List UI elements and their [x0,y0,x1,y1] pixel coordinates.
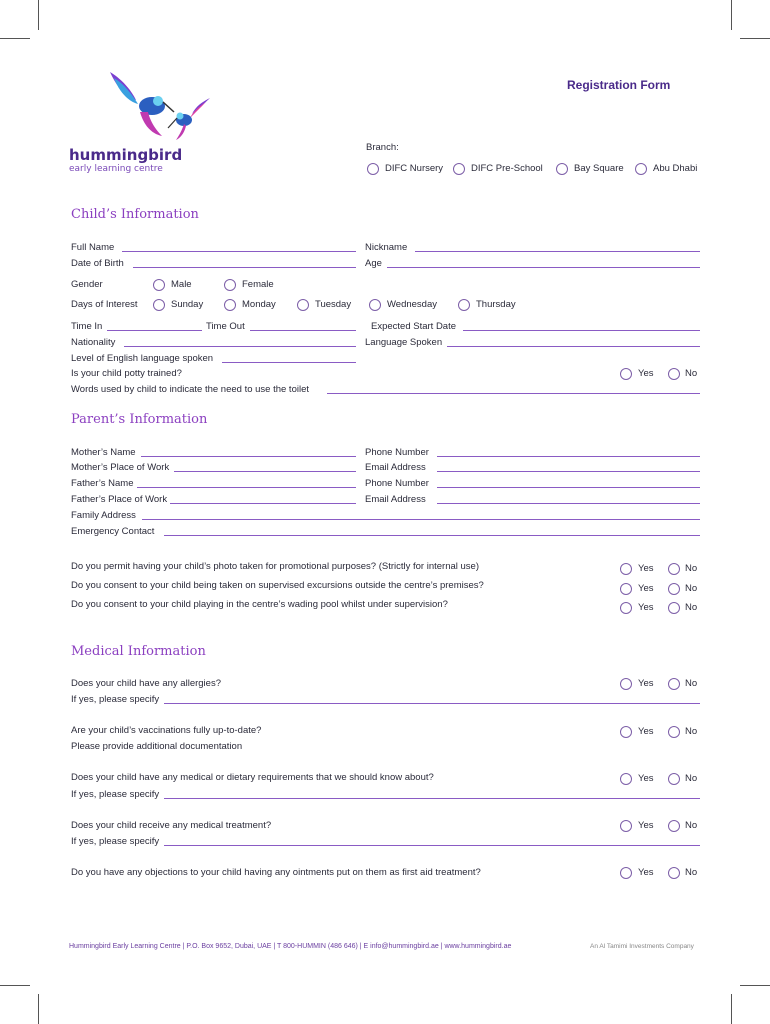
section-title-medical: Medical Information [71,644,206,659]
yes-label: Yes [638,678,654,689]
day-label: Monday [242,299,276,310]
logo-tagline: early learning centre [69,164,163,174]
yes-label: Yes [638,368,654,379]
crop-mark [38,994,39,1024]
phone1-label: Phone Number [365,447,429,458]
toilet-words-label: Words used by child to indicate the need to use the toilet [71,384,310,395]
mother-name-label: Mother’s Name [71,447,136,458]
photo-radio-yes[interactable] [620,563,632,575]
father-name-label: Father’s Name [71,478,134,489]
footer-contact: Hummingbird Early Learning Centre | P.O. Box 9652, Dubai, UAE | T 800-HUMMIN (486 646) | E info@hummingbird.ae | www.hummingbird.ae [69,943,512,950]
potty-radio-no[interactable] [668,368,680,380]
time-out-label: Time Out [206,321,245,332]
expected-start-label: Expected Start Date [371,321,457,332]
yes-label: Yes [638,583,654,594]
day-checkbox-monday[interactable] [224,299,236,311]
email2-label: Email Address [365,494,426,505]
branch-radio-bay-square[interactable] [556,163,568,175]
footer-company: An Al Tamimi Investments Company [590,943,694,950]
yes-label: Yes [638,563,654,574]
no-label: No [685,602,698,613]
no-label: No [685,820,698,831]
section-title-child: Child’s Information [71,207,199,222]
phone2-field[interactable] [437,487,700,488]
no-label: No [685,368,698,379]
logo-name: hummingbird [69,146,183,164]
yes-label: Yes [638,867,654,878]
mother-work-label: Mother’s Place of Work [71,462,170,473]
age-field[interactable] [387,267,700,268]
time-out-field[interactable] [250,330,356,331]
photo-question: Do you permit having your child’s photo taken for promotional purposes? (Strictly for internal use) [71,561,479,572]
potty-radio-yes[interactable] [620,368,632,380]
dob-label: Date of Birth [71,258,124,269]
full-name-field[interactable] [122,251,356,252]
day-label: Sunday [171,299,204,310]
time-in-label: Time In [71,321,103,332]
family-address-label: Family Address [71,510,136,521]
nationality-label: Nationality [71,337,116,348]
requirements-radio-no[interactable] [668,773,680,785]
mother-name-field[interactable] [141,456,356,457]
branch-radio-difc-preschool[interactable] [453,163,465,175]
days-label: Days of Interest [71,299,138,310]
father-work-label: Father’s Place of Work [71,494,168,505]
section-title-parent: Parent’s Information [71,412,208,427]
day-label: Tuesday [315,299,352,310]
phone2-label: Phone Number [365,478,429,489]
gender-label: Gender [71,279,103,290]
pool-radio-yes[interactable] [620,602,632,614]
day-checkbox-sunday[interactable] [153,299,165,311]
no-label: No [685,583,698,594]
crop-mark [0,38,30,39]
age-label: Age [365,258,382,269]
nickname-field[interactable] [415,251,700,252]
day-checkbox-tuesday[interactable] [297,299,309,311]
vaccinations-question: Are your child’s vaccinations fully up-to-date? [71,725,262,736]
no-label: No [685,867,698,878]
gender-radio-male[interactable] [153,279,165,291]
branch-option-label: Bay Square [574,163,624,174]
vaccinations-radio-yes[interactable] [620,726,632,738]
ointments-radio-yes[interactable] [620,867,632,879]
potty-question: Is your child potty trained? [71,368,182,379]
father-work-field[interactable] [170,503,356,504]
no-label: No [685,726,698,737]
day-checkbox-thursday[interactable] [458,299,470,311]
no-label: No [685,563,698,574]
branch-option-label: DIFC Nursery [385,163,444,174]
allergies-radio-yes[interactable] [620,678,632,690]
gender-male-label: Male [171,279,192,290]
treatment-specify-field[interactable] [164,845,700,846]
crop-mark [740,985,770,986]
allergies-radio-no[interactable] [668,678,680,690]
email2-field[interactable] [437,503,700,504]
crop-mark [731,0,732,30]
requirements-question: Does your child have any medical or dietary requirements that we should know about? [71,772,434,783]
hummingbird-logo-icon [100,68,215,146]
full-name-label: Full Name [71,242,115,253]
english-level-label: Level of English language spoken [71,353,214,364]
treatment-specify-label: If yes, please specify [71,836,160,847]
day-label: Wednesday [387,299,437,310]
vaccinations-radio-no[interactable] [668,726,680,738]
father-name-field[interactable] [137,487,356,488]
crop-mark [0,985,30,986]
phone1-field[interactable] [437,456,700,457]
dob-field[interactable] [133,267,356,268]
mother-work-field[interactable] [174,471,356,472]
gender-radio-female[interactable] [224,279,236,291]
no-label: No [685,773,698,784]
allergies-specify-label: If yes, please specify [71,694,160,705]
toilet-words-field[interactable] [327,393,700,394]
requirements-specify-label: If yes, please specify [71,789,160,800]
email1-label: Email Address [365,462,426,473]
yes-label: Yes [638,602,654,613]
crop-mark [740,38,770,39]
pool-radio-no[interactable] [668,602,680,614]
excursions-radio-yes[interactable] [620,583,632,595]
branch-label: Branch: [366,142,399,153]
yes-label: Yes [638,726,654,737]
branch-option-label: Abu Dhabi [653,163,698,174]
form-title: Registration Form [567,78,671,92]
expected-start-field[interactable] [463,330,700,331]
nickname-label: Nickname [365,242,408,253]
requirements-specify-field[interactable] [164,798,700,799]
email1-field[interactable] [437,471,700,472]
treatment-radio-no[interactable] [668,820,680,832]
day-checkbox-wednesday[interactable] [369,299,381,311]
language-label: Language Spoken [365,337,443,348]
excursions-question: Do you consent to your child being taken on supervised excursions outside the centre’s premises? [71,580,484,591]
ointments-question: Do you have any objections to your child having any ointments put on them as first aid treatment? [71,867,481,878]
crop-mark [731,994,732,1024]
family-address-field[interactable] [142,519,700,520]
no-label: No [685,678,698,689]
allergies-question: Does your child have any allergies? [71,678,221,689]
day-label: Thursday [476,299,516,310]
branch-option-label: DIFC Pre-School [471,163,543,174]
gender-female-label: Female [242,279,274,290]
excursions-radio-no[interactable] [668,583,680,595]
language-field[interactable] [447,346,700,347]
english-level-field[interactable] [222,362,356,363]
treatment-question: Does your child receive any medical treatment? [71,820,272,831]
branch-radio-difc-nursery[interactable] [367,163,379,175]
yes-label: Yes [638,820,654,831]
allergies-specify-field[interactable] [164,703,700,704]
emergency-contact-label: Emergency Contact [71,526,155,537]
emergency-contact-field[interactable] [164,535,700,536]
time-in-field[interactable] [107,330,202,331]
documentation-label: Please provide additional documentation [71,741,243,752]
requirements-radio-yes[interactable] [620,773,632,785]
pool-question: Do you consent to your child playing in the centre’s wading pool whilst under supervision? [71,599,448,610]
branch-radio-abu-dhabi[interactable] [635,163,647,175]
nationality-field[interactable] [124,346,356,347]
ointments-radio-no[interactable] [668,867,680,879]
treatment-radio-yes[interactable] [620,820,632,832]
photo-radio-no[interactable] [668,563,680,575]
crop-mark [38,0,39,30]
yes-label: Yes [638,773,654,784]
